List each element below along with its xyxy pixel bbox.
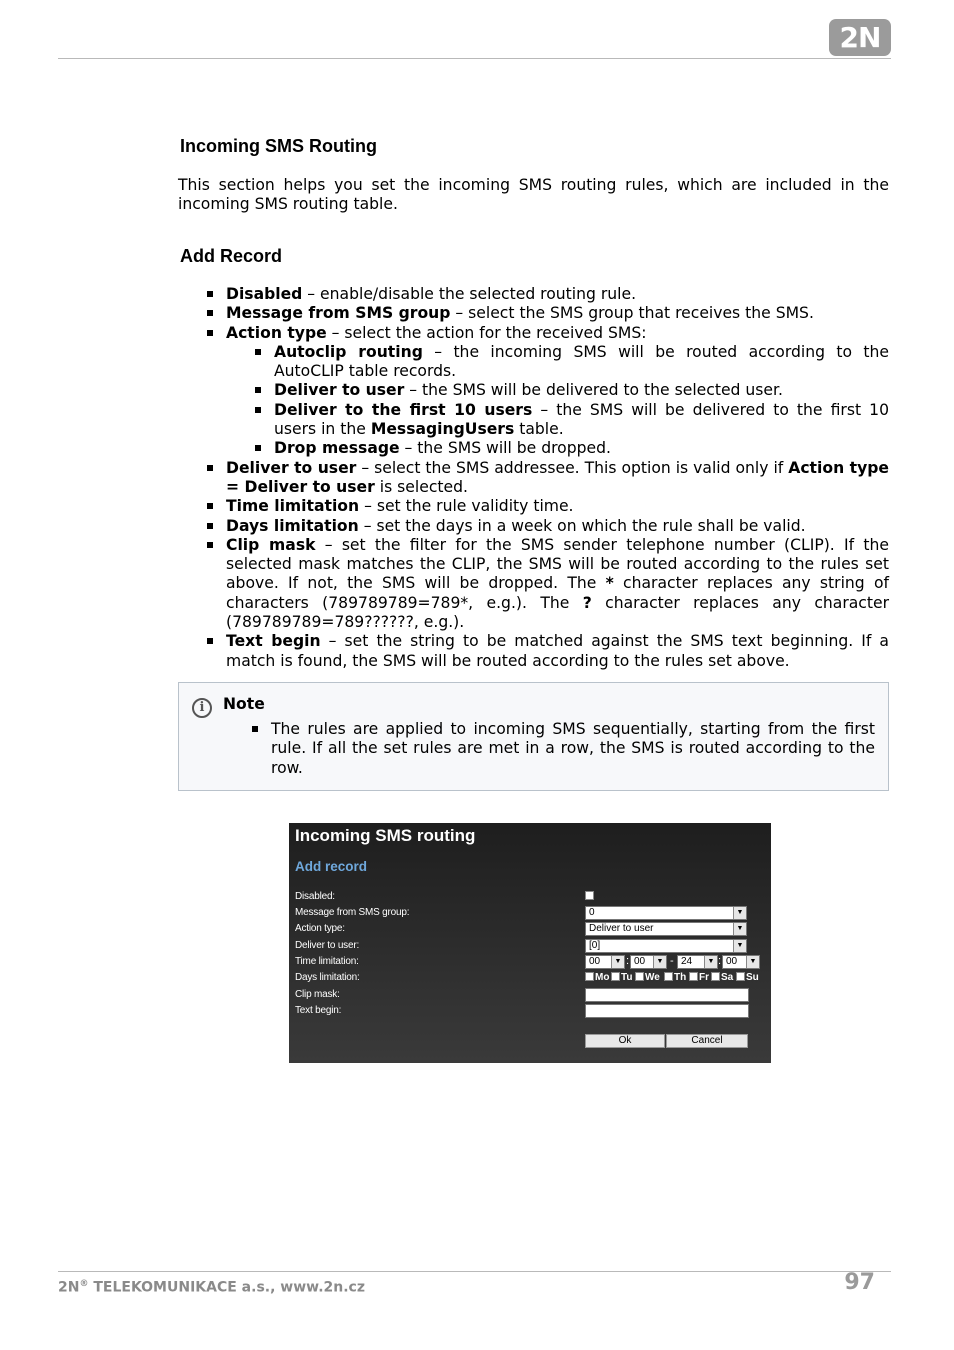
list-item: Deliver to user – the SMS will be delivered to the selected user. bbox=[226, 381, 889, 400]
list-item: Clip mask – set the filter for the SMS sender telephone number (CLIP). If the selected mask matches the CLIP, the SMS will be routed according to the rules set above. If not, the SMS will be dropped. The * character replaces any string of characters (789789789=789*, e.g.). The ? character replaces any character (789789789=789??????, e.g.). bbox=[178, 536, 889, 632]
check-icon bbox=[635, 972, 644, 981]
time-from-minute-select[interactable]: 00 ▼ bbox=[630, 955, 667, 969]
chevron-down-icon: ▼ bbox=[733, 940, 746, 952]
ok-button[interactable]: Ok bbox=[585, 1034, 665, 1048]
section-title: Incoming SMS Routing bbox=[180, 136, 377, 156]
disabled-checkbox[interactable] bbox=[585, 891, 594, 900]
cancel-button[interactable]: Cancel bbox=[666, 1034, 748, 1048]
list-item: Action type – select the action for the received SMS: Autoclip routing – the incoming SMS will be routed according to the AutoCLIP table records. Deliver to user – the SMS will be delivered to the selected user. Deliver to the first 10 users – the SMS will be delivered to the first 10 users in the MessagingUsers table. Drop message – the SMS will be dropped. bbox=[178, 324, 889, 459]
time-dash: - bbox=[670, 955, 674, 967]
list-item: Time limitation – set the rule validity time. bbox=[178, 497, 889, 516]
chevron-down-icon: ▼ bbox=[733, 907, 746, 919]
check-icon bbox=[689, 972, 698, 981]
add-record-list bbox=[178, 285, 889, 671]
screenshot-subtitle: Add record bbox=[295, 859, 368, 874]
sms-routing-screenshot bbox=[289, 823, 771, 1063]
time-to-minute-select[interactable]: 00 ▼ bbox=[722, 955, 760, 969]
label-days: Days limitation: bbox=[295, 972, 360, 983]
clip-mask-input[interactable] bbox=[585, 988, 749, 1002]
day-checkbox-sa[interactable]: Sa bbox=[711, 972, 733, 983]
chevron-down-icon: ▼ bbox=[746, 956, 759, 968]
label-user: Deliver to user: bbox=[295, 940, 360, 951]
check-icon bbox=[736, 972, 745, 981]
label-time: Time limitation: bbox=[295, 956, 359, 967]
header-divider bbox=[58, 58, 891, 59]
action-type-list bbox=[226, 343, 889, 459]
chevron-down-icon: ▼ bbox=[611, 956, 624, 968]
list-item: Drop message – the SMS will be dropped. bbox=[226, 439, 889, 458]
screenshot-title: Incoming SMS routing bbox=[295, 826, 476, 845]
note-title: Note bbox=[223, 695, 265, 713]
footer-divider bbox=[58, 1271, 891, 1272]
text-begin-input[interactable] bbox=[585, 1004, 749, 1018]
action-type-select[interactable]: Deliver to user ▼ bbox=[585, 922, 747, 936]
add-record-title: Add Record bbox=[180, 246, 283, 266]
list-item: Disabled – enable/disable the selected routing rule. bbox=[178, 285, 889, 304]
time-from-hour-select[interactable]: 00 ▼ bbox=[585, 955, 625, 969]
check-icon bbox=[585, 972, 594, 981]
user-select[interactable]: [0] ▼ bbox=[585, 939, 747, 953]
label-disabled: Disabled: bbox=[295, 891, 335, 902]
day-checkbox-fr[interactable]: Fr bbox=[689, 972, 709, 983]
check-icon bbox=[711, 972, 720, 981]
time-to-hour-select[interactable]: 24 ▼ bbox=[677, 955, 718, 969]
day-checkbox-we[interactable]: We bbox=[635, 972, 660, 983]
check-icon bbox=[664, 972, 673, 981]
day-checkbox-mo[interactable]: Mo bbox=[585, 972, 609, 983]
list-item: Text begin – set the string to be matched against the SMS text beginning. If a match is found, the SMS will be routed according to the rules set above. bbox=[178, 632, 889, 671]
note-box bbox=[178, 682, 889, 791]
time-colon: : bbox=[718, 955, 722, 967]
list-item: Message from SMS group – select the SMS group that receives the SMS. bbox=[178, 304, 889, 323]
chevron-down-icon: ▼ bbox=[704, 956, 717, 968]
chevron-down-icon: ▼ bbox=[653, 956, 666, 968]
label-text: Text begin: bbox=[295, 1005, 342, 1016]
list-item: Deliver to the first 10 users – the SMS will be delivered to the first 10 users in the MessagingUsers table. bbox=[226, 401, 889, 440]
day-checkbox-tu[interactable]: Tu bbox=[611, 972, 632, 983]
label-action: Action type: bbox=[295, 923, 345, 934]
check-icon bbox=[611, 972, 620, 981]
list-item: Deliver to user – select the SMS addressee. This option is valid only if Action type = Deliver to user is selected. bbox=[178, 459, 889, 498]
brand-logo: 2N bbox=[829, 19, 891, 56]
note-list bbox=[223, 720, 875, 778]
group-select[interactable]: 0 ▼ bbox=[585, 906, 747, 920]
label-group: Message from SMS group: bbox=[295, 907, 410, 918]
footer-company: 2N® TELEKOMUNIKACE a.s., www.2n.cz bbox=[58, 1279, 365, 1296]
list-item: Autoclip routing – the incoming SMS will be routed according to the AutoCLIP table records. bbox=[226, 343, 889, 382]
time-colon: : bbox=[626, 955, 630, 967]
list-item: Days limitation – set the days in a week on which the rule shall be valid. bbox=[178, 517, 889, 536]
page-number: 97 bbox=[844, 1270, 875, 1295]
day-checkbox-th[interactable]: Th bbox=[664, 972, 686, 983]
section-intro: This section helps you set the incoming SMS routing rules, which are included in the incoming SMS routing table. bbox=[178, 176, 889, 214]
day-checkbox-su[interactable]: Su bbox=[736, 972, 759, 983]
info-icon: i bbox=[192, 698, 212, 718]
chevron-down-icon: ▼ bbox=[733, 923, 746, 935]
list-item: The rules are applied to incoming SMS sequentially, starting from the first rule. If all the set rules are met in a row, the SMS is routed according to the row. bbox=[223, 720, 875, 778]
label-clip: Clip mask: bbox=[295, 989, 340, 1000]
